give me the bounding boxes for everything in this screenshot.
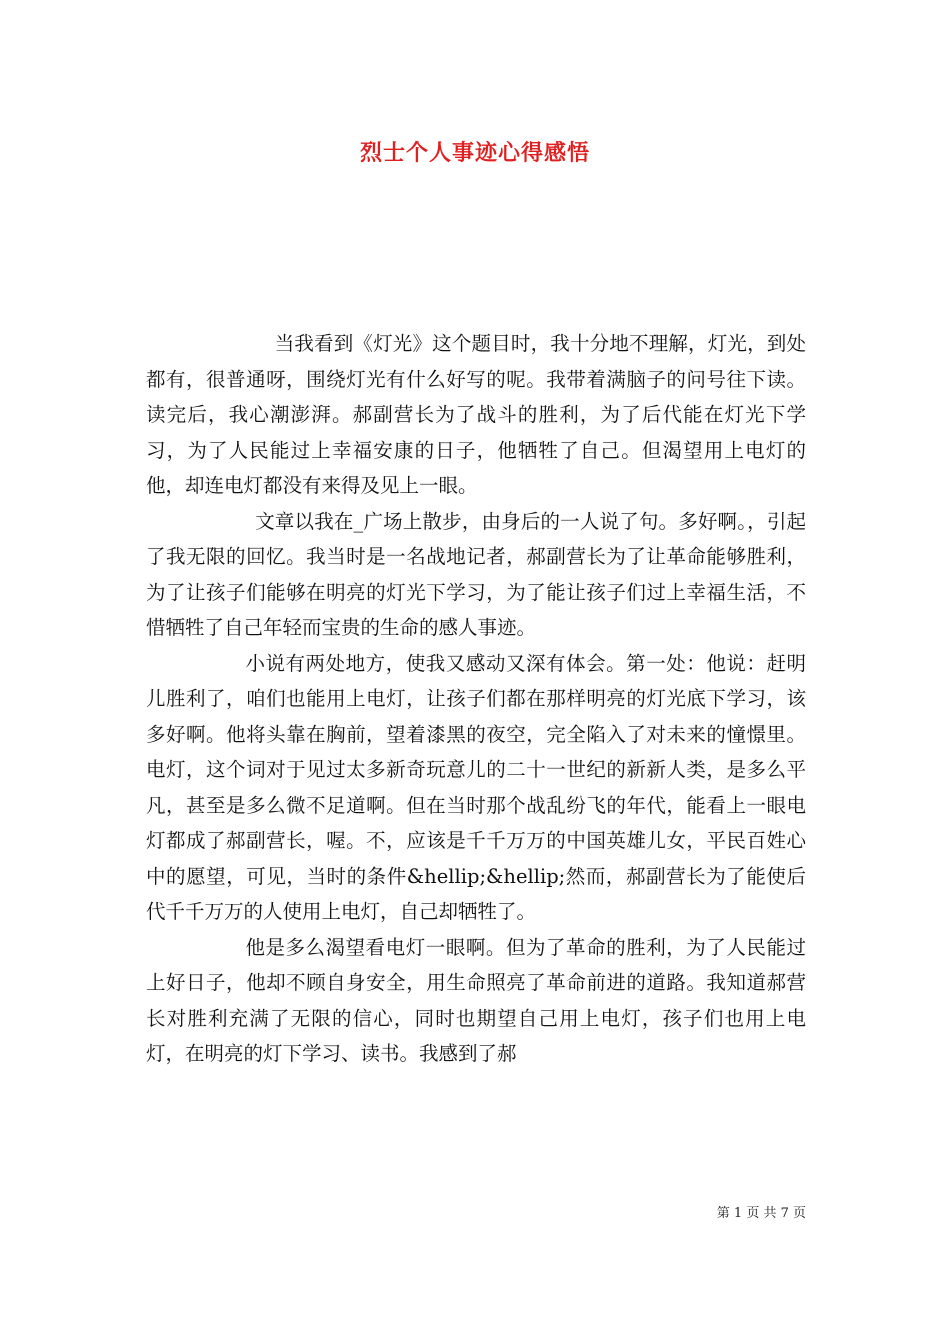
page-footer: 第 1 页 共 7 页 xyxy=(716,1206,806,1221)
paragraph: 小说有两处地方，使我又感动又深有体会。第一处：他说：赶明儿胜利了，咱们也能用上电灯，让孩子们都在那样明亮的灯光底下学习，该多好啊。他将头靠在胸前，望着漆黑的夜空，完全陷入了对未来的憧憬里。电灯，这个词对于见过太多新奇玩意儿的二十一世纪的新新人类，是多么平凡，甚至是多么微不足道啊。但在当时那个战乱纷飞的年代，能看上一眼电灯都成了郝副营长，喔。不，应该是千千万万的中国英雄儿女，平民百姓心中的愿望，可见，当时的条件&hellip;&hellip;然而，郝副营长为了能使后代千千万万的人使用上电灯，自己却牺牲了。 xyxy=(146,651,806,923)
paragraph: 当我看到《灯光》这个题目时，我十分地不理解，灯光，到处都有，很普通呀，围绕灯光有什么好写的呢。我带着满脑子的问号往下读。读完后，我心潮澎湃。郝副营长为了战斗的胜利，为了后代能在灯光下学习，为了人民能过上幸福安康的日子，他牺牲了自己。但渴望用上电灯的他，却连电灯都没有来得及见上一眼。 xyxy=(146,332,806,497)
document-body xyxy=(146,326,806,1072)
document-title: 烈士个人事迹心得感悟 xyxy=(359,140,590,166)
paragraph: 文章以我在_广场上散步，由身后的一人说了句。多好啊。，引起了我无限的回忆。我当时是一名战地记者，郝副营长为了让革命能够胜利，为了让孩子们能够在明亮的灯光下学习，为了能让孩子们过上幸福生活，不惜牺牲了自己年轻而宝贵的生命的感人事迹。 xyxy=(146,509,806,639)
paragraph: 他是多么渴望看电灯一眼啊。但为了革命的胜利，为了人民能过上好日子，他却不顾自身安全，用生命照亮了革命前进的道路。我知道郝营长对胜利充满了无限的信心，同时也期望自己用上电灯，孩子们也用上电灯，在明亮的灯下学习、读书。我感到了郝 xyxy=(146,935,806,1065)
